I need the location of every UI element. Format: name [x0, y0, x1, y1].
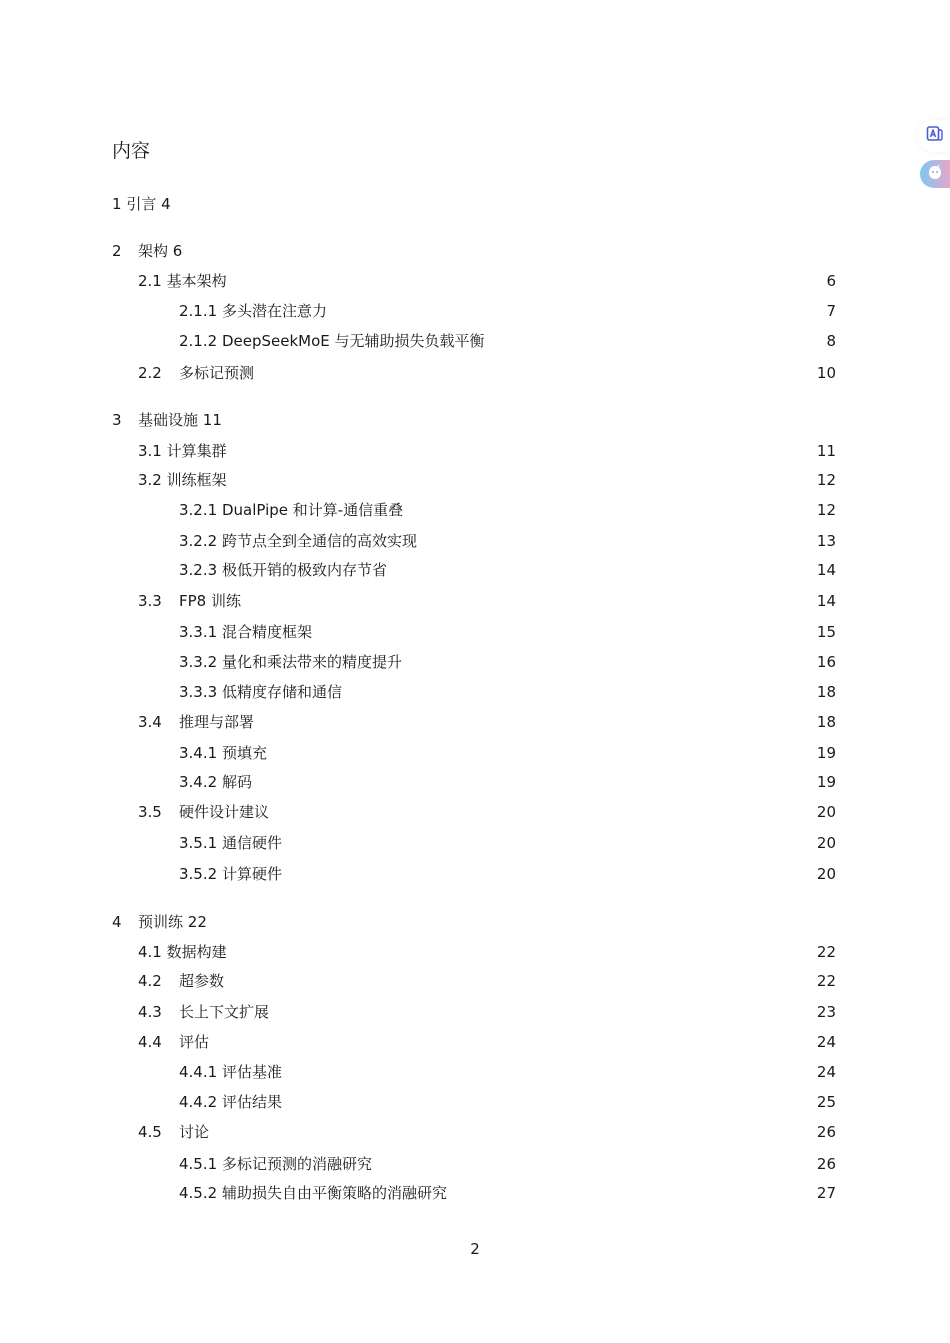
toc-entry-3-5[interactable]	[138, 802, 269, 822]
entry-page: 6	[826, 272, 836, 290]
entry-title: 基本架构	[166, 272, 227, 290]
entry-title: 评估	[179, 1033, 210, 1051]
entry-number: 2.1.2	[179, 332, 218, 350]
entry-number: 3.1	[138, 442, 162, 460]
entry-title: 通信硬件	[221, 834, 282, 852]
entry-page: 11	[816, 442, 836, 460]
entry-title: 超参数	[179, 972, 225, 990]
toc-entry-1[interactable]	[112, 194, 171, 214]
entry-page: 20	[816, 803, 836, 821]
entry-number: 4.3	[138, 1003, 162, 1021]
entry-title: 多标记预测	[179, 364, 255, 382]
entry-title: 架构	[138, 242, 169, 260]
entry-title: 跨节点全到全通信的高效实现	[221, 532, 417, 550]
toc-entry-3-4-2[interactable]	[179, 772, 252, 792]
entry-title: 讨论	[179, 1123, 210, 1141]
entry-title: 混合精度框架	[221, 623, 312, 641]
entry-page: 20	[816, 834, 836, 852]
entry-number: 3.4.1	[179, 744, 218, 762]
entry-number: 2.1.1	[179, 302, 218, 320]
entry-number: 3.2	[138, 471, 162, 489]
entry-number: 4.4.1	[179, 1063, 218, 1081]
entry-title: 评估基准	[221, 1063, 282, 1081]
entry-page: 4	[161, 195, 171, 213]
entry-title: 长上下文扩展	[179, 1003, 270, 1021]
entry-number: 4.5	[138, 1123, 162, 1141]
entry-page: 26	[816, 1155, 836, 1173]
toc-entry-4-3[interactable]	[138, 1002, 269, 1022]
entry-number: 3.3.3	[179, 683, 218, 701]
toc-entry-3-3-1[interactable]	[179, 622, 312, 642]
entry-page: 27	[816, 1184, 836, 1202]
entry-number: 1	[112, 195, 122, 213]
entry-number: 2.2	[138, 364, 162, 382]
entry-page: 24	[816, 1033, 836, 1051]
entry-title: 训练框架	[166, 471, 227, 489]
entry-title: 计算集群	[166, 442, 227, 460]
entry-number: 3.3.2	[179, 653, 218, 671]
toc-entry-2-1-2[interactable]	[179, 331, 485, 351]
entry-page: 13	[816, 532, 836, 550]
assistant-mascot-icon	[926, 163, 944, 185]
entry-page: 12	[816, 471, 836, 489]
toc-entry-4-1[interactable]	[138, 942, 227, 962]
assistant-button[interactable]	[920, 160, 950, 188]
toc-entry-2[interactable]	[112, 241, 182, 261]
toc-heading: 内容	[112, 140, 151, 162]
entry-number: 3.4.2	[179, 773, 218, 791]
entry-title: 推理与部署	[179, 713, 255, 731]
translate-icon	[926, 125, 944, 147]
entry-title: 数据构建	[166, 943, 227, 961]
entry-page: 22	[187, 913, 207, 931]
toc-entry-3-2-1[interactable]	[179, 500, 403, 520]
entry-page: 23	[816, 1003, 836, 1021]
page-number-footer: 2	[470, 1240, 480, 1258]
entry-number: 3	[112, 411, 122, 429]
entry-page: 18	[816, 713, 836, 731]
entry-page: 20	[816, 865, 836, 883]
toc-entry-3-5-1[interactable]	[179, 833, 282, 853]
entry-title: 低精度存储和通信	[221, 683, 342, 701]
entry-title: 基础设施	[138, 411, 199, 429]
toc-entry-2-1[interactable]	[138, 271, 227, 291]
entry-page: 10	[816, 364, 836, 382]
toc-entry-3-4-1[interactable]	[179, 743, 267, 763]
toc-entry-3-1[interactable]	[138, 441, 227, 461]
entry-number: 3.4	[138, 713, 162, 731]
entry-page: 11	[202, 411, 222, 429]
entry-page: 12	[816, 501, 836, 519]
entry-page: 26	[816, 1123, 836, 1141]
entry-title: 多标记预测的消融研究	[221, 1155, 372, 1173]
toc-entry-3-2-2[interactable]	[179, 531, 417, 551]
entry-page: 24	[816, 1063, 836, 1081]
entry-page: 15	[816, 623, 836, 641]
entry-page: 16	[816, 653, 836, 671]
entry-number: 2	[112, 242, 122, 260]
entry-number: 3.5.1	[179, 834, 218, 852]
toc-entry-4-5[interactable]	[138, 1122, 209, 1142]
entry-title: 辅助损失自由平衡策略的消融研究	[221, 1184, 447, 1202]
toc-entry-3-2[interactable]	[138, 470, 227, 490]
translate-button[interactable]	[918, 120, 950, 152]
entry-page: 6	[172, 242, 183, 260]
entry-page: 19	[816, 744, 836, 762]
entry-number: 3.3.1	[179, 623, 218, 641]
toc-entry-2-2[interactable]	[138, 363, 254, 383]
toc-entry-3-2-3[interactable]	[179, 560, 387, 580]
entry-title: 极低开销的极致内存节省	[221, 561, 387, 579]
entry-number: 4.4.2	[179, 1093, 218, 1111]
entry-title: 评估结果	[221, 1093, 282, 1111]
entry-title: 量化和乘法带来的精度提升	[221, 653, 402, 671]
entry-page: 14	[816, 592, 836, 610]
entry-page: 18	[816, 683, 836, 701]
entry-page: 25	[816, 1093, 836, 1111]
entry-number: 3.5	[138, 803, 162, 821]
entry-number: 3.2.2	[179, 532, 218, 550]
toc-entry-3[interactable]	[112, 410, 222, 430]
entry-title: 计算硬件	[221, 865, 282, 883]
entry-title: 引言	[126, 195, 157, 213]
entry-number: 3.2.1	[179, 501, 218, 519]
entry-number: 3.2.3	[179, 561, 218, 579]
entry-number: 3.5.2	[179, 865, 218, 883]
toc-entry-4-5-2[interactable]	[179, 1183, 447, 1203]
entry-title: DualPipe 和计算-通信重叠	[221, 501, 404, 519]
entry-page: 7	[826, 302, 836, 320]
entry-number: 2.1	[138, 272, 162, 290]
toc-entry-4-4[interactable]	[138, 1032, 209, 1052]
entry-page: 8	[826, 332, 836, 350]
toc-entry-2-1-1[interactable]	[179, 301, 327, 321]
entry-page: 22	[816, 972, 836, 990]
toc-entry-4-4-2[interactable]	[179, 1092, 282, 1112]
toc-entry-4[interactable]	[112, 912, 207, 932]
entry-title: 解码	[221, 773, 252, 791]
toc-entry-4-2[interactable]	[138, 971, 224, 991]
toc-entry-3-3-3[interactable]	[179, 682, 342, 702]
entry-title: DeepSeekMoE 与无辅助损失负载平衡	[221, 332, 485, 350]
entry-page: 14	[816, 561, 836, 579]
entry-number: 3.3	[138, 592, 162, 610]
entry-title: 硬件设计建议	[179, 803, 270, 821]
entry-title: FP8 训练	[179, 592, 241, 610]
entry-number: 4.4	[138, 1033, 162, 1051]
entry-number: 4	[112, 913, 122, 931]
entry-page: 19	[816, 773, 836, 791]
entry-number: 4.1	[138, 943, 162, 961]
entry-title: 预训练	[138, 913, 184, 931]
toc-entry-4-4-1[interactable]	[179, 1062, 282, 1082]
toc-entry-3-3[interactable]	[138, 591, 241, 611]
entry-number: 4.5.1	[179, 1155, 218, 1173]
entry-title: 多头潜在注意力	[221, 302, 327, 320]
toc-entry-4-5-1[interactable]	[179, 1154, 372, 1174]
entry-number: 4.2	[138, 972, 162, 990]
toc-entry-3-3-2[interactable]	[179, 652, 402, 672]
entry-title: 预填充	[221, 744, 267, 762]
entry-number: 4.5.2	[179, 1184, 218, 1202]
toc-entry-3-4[interactable]	[138, 712, 254, 732]
toc-entry-3-5-2[interactable]	[179, 864, 282, 884]
entry-page: 22	[816, 943, 836, 961]
